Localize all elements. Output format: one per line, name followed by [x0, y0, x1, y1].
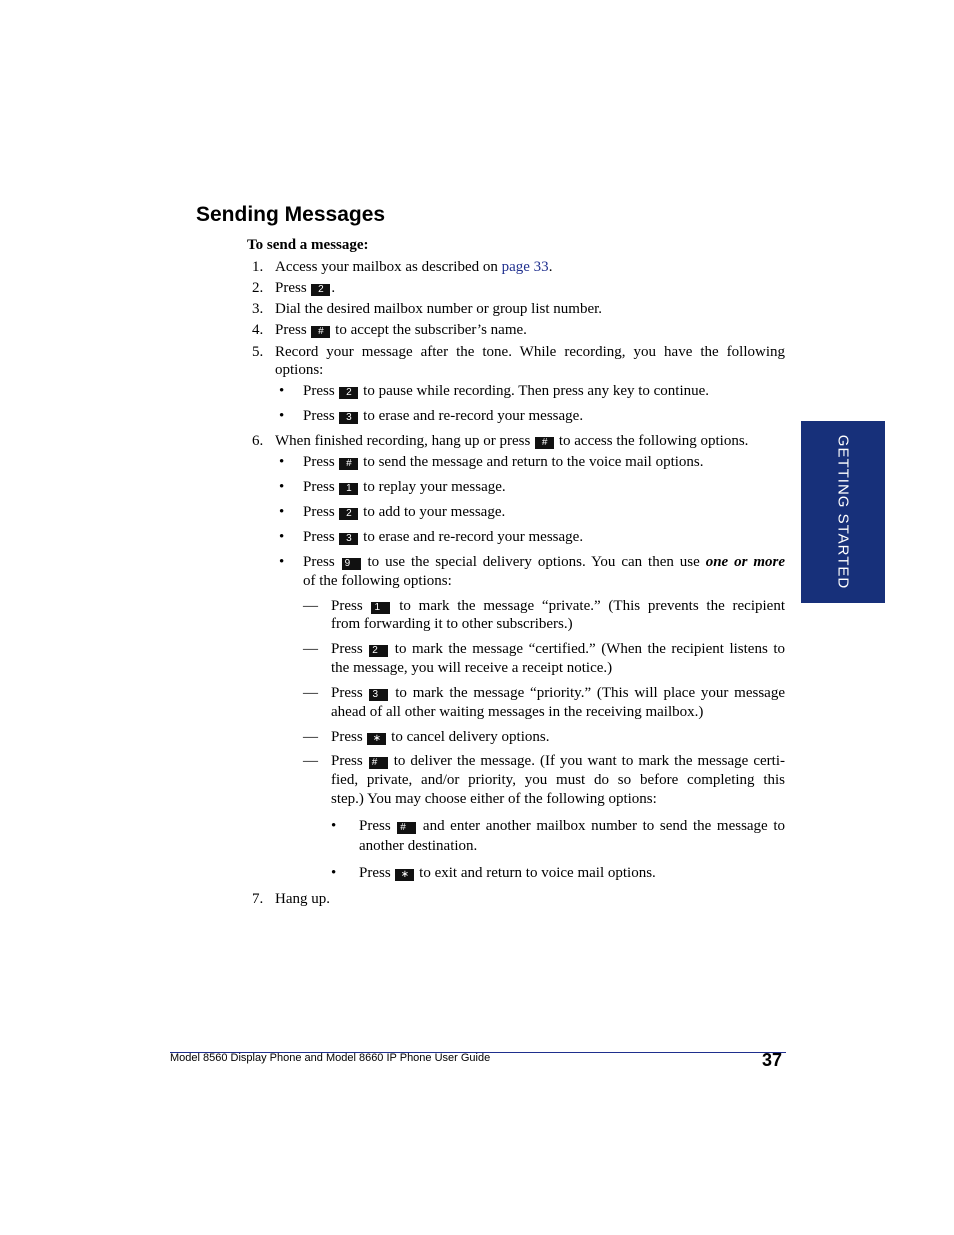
option-rerecord: Press 3 to erase and re-record your message.: [303, 408, 584, 424]
bullet: •: [279, 479, 285, 495]
key-star-icon: ∗: [367, 733, 386, 745]
page-title: Sending Messages: [196, 203, 386, 226]
deliver-another-mailbox-cont: another destination.: [359, 838, 478, 854]
procedure-heading: To send a message:: [247, 237, 369, 253]
step-number: 5.: [252, 344, 264, 360]
step-4: Press # to accept the subscriber’s name.: [275, 322, 527, 338]
bullet: •: [279, 454, 285, 470]
key-hash-icon: #: [535, 437, 554, 449]
option-replay: Press 1 to replay your message.: [303, 479, 506, 495]
option-send: Press # to send the message and return to the voice mail options.: [303, 454, 704, 470]
key-3-icon: 3: [369, 689, 388, 701]
step-number: 1.: [252, 259, 264, 275]
sub-bullet: •: [331, 818, 337, 834]
key-star-icon: ∗: [395, 869, 414, 881]
bullet: •: [279, 383, 285, 399]
dash: —: [303, 685, 318, 701]
delivery-private: Press 1 to mark the message “private.” (This prevents the recipient: [331, 598, 785, 614]
deliver-exit: Press ∗ to exit and return to voice mail options.: [359, 865, 656, 881]
key-3-icon: 3: [339, 412, 358, 424]
step-6: When finished recording, hang up or press # to access the following options.: [275, 433, 749, 449]
page-link[interactable]: page 33: [501, 259, 549, 275]
dash: —: [303, 729, 318, 745]
step-number: 7.: [252, 891, 264, 907]
key-9-icon: 9: [342, 558, 361, 570]
section-tab-label: GETTING STARTED: [834, 434, 852, 590]
dash: —: [303, 641, 318, 657]
page-number: 37: [762, 1050, 783, 1070]
key-hash-icon: #: [397, 822, 416, 834]
section-tab[interactable]: [801, 421, 885, 603]
delivery-deliver: Press # to deliver the message. (If you want to mark the message certi-: [331, 753, 785, 769]
option-add: Press 2 to add to your message.: [303, 504, 506, 520]
key-2-icon: 2: [339, 508, 358, 520]
bullet: •: [279, 408, 285, 424]
step-5-line: options:: [275, 362, 324, 378]
option-special-delivery: Press 9 to use the special delivery options. You can then use one or more: [303, 554, 786, 570]
delivery-priority: Press 3 to mark the message “priority.” (This will place your message: [331, 685, 785, 701]
bullet: •: [279, 554, 285, 570]
bullet: •: [279, 504, 285, 520]
key-2-icon: 2: [311, 284, 330, 296]
step-number: 4.: [252, 322, 264, 338]
delivery-deliver-cont: step.) You may choose either of the following options:: [331, 791, 657, 807]
delivery-private-cont: from forwarding it to other subscribers.): [331, 616, 573, 632]
delivery-certified: Press 2 to mark the message “certified.” (When the recipient listens to: [331, 641, 786, 657]
step-number: 3.: [252, 301, 264, 317]
option-pause: Press 2 to pause while recording. Then press any key to continue.: [303, 383, 710, 399]
option-special-delivery-cont: of the following options:: [303, 573, 452, 589]
sub-bullet: •: [331, 865, 337, 881]
step-3: Dial the desired mailbox number or group list number.: [275, 301, 603, 317]
step-5-line: Record your message after the tone. While recording, you have the following: [275, 344, 785, 360]
delivery-cancel: Press ∗ to cancel delivery options.: [331, 729, 550, 745]
bullet: •: [279, 529, 285, 545]
key-2-icon: 2: [369, 645, 388, 657]
key-hash-icon: #: [311, 326, 330, 338]
step-1: Access your mailbox as described on page 33.: [275, 259, 553, 275]
step-number: 2.: [252, 280, 264, 296]
key-3-icon: 3: [339, 533, 358, 545]
option-erase: Press 3 to erase and re-record your message.: [303, 529, 584, 545]
key-hash-icon: #: [339, 458, 358, 470]
key-hash-icon: #: [369, 757, 388, 769]
step-7: Hang up.: [275, 891, 330, 907]
step-number: 6.: [252, 433, 264, 449]
delivery-deliver-cont: fied, private, and/or priority, you must do so before completing this: [331, 772, 785, 788]
delivery-priority-cont: ahead of all other waiting messages in the receiving mailbox.): [331, 704, 704, 720]
dash: —: [303, 598, 318, 614]
step-2: Press 2 .: [275, 280, 336, 296]
dash: —: [303, 753, 318, 769]
key-2-icon: 2: [339, 387, 358, 399]
footer-title: Model 8560 Display Phone and Model 8660 IP Phone User Guide: [170, 1052, 491, 1064]
delivery-certified-cont: the message, you will receive a receipt notice.): [331, 660, 613, 676]
key-1-icon: 1: [339, 483, 358, 495]
key-1-icon: 1: [371, 602, 390, 614]
deliver-another-mailbox: Press # and enter another mailbox number to send the message to: [359, 818, 785, 834]
